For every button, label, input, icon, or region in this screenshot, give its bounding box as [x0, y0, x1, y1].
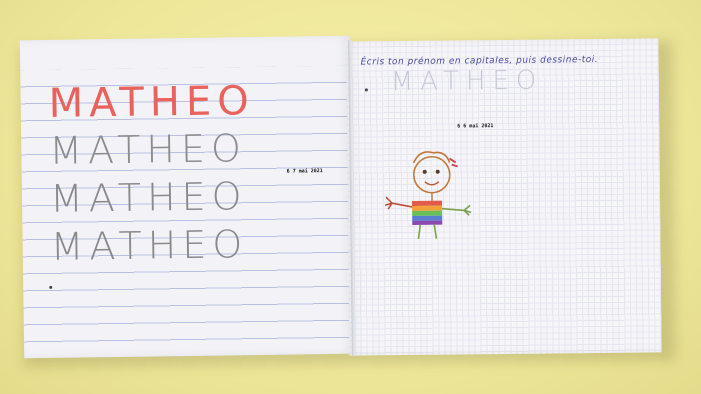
name-line-red: MATHEO — [48, 78, 256, 127]
pencil-dot — [49, 286, 52, 289]
drawing-legs — [418, 225, 436, 239]
drawing-head — [414, 157, 450, 193]
drawing-stripe-purple — [412, 221, 442, 225]
drawing-right-arm — [442, 205, 471, 215]
notebook-right-page — [346, 38, 661, 355]
drawing-stripe-orange — [412, 206, 442, 211]
drawing-stripe-red — [412, 201, 442, 206]
handwritten-instruction: Écris ton prénom en capitales, puis dessine-toi. — [360, 55, 599, 68]
drawing-smile — [425, 182, 439, 185]
drawing-stripe-blue — [412, 216, 442, 221]
pencil-dot-right — [365, 88, 368, 91]
name-line-2: MATHEO — [49, 126, 248, 173]
faint-traced-name: MATHEO — [390, 65, 544, 98]
drawing-hair-bow — [450, 158, 458, 166]
child-self-portrait-drawing — [369, 144, 480, 245]
name-line-4: MATHEO — [50, 222, 249, 269]
drawing-right-eye — [436, 170, 440, 174]
name-line-3: MATHEO — [49, 174, 248, 221]
date-stamp-right: 6 6 mai 2021 — [457, 123, 494, 130]
notebook-left-page — [20, 36, 354, 359]
drawing-stripe-green — [412, 211, 442, 216]
drawing-left-eye — [423, 170, 427, 174]
drawing-left-arm — [385, 197, 412, 209]
date-stamp-left: 6 7 mai 2021 — [286, 168, 323, 175]
